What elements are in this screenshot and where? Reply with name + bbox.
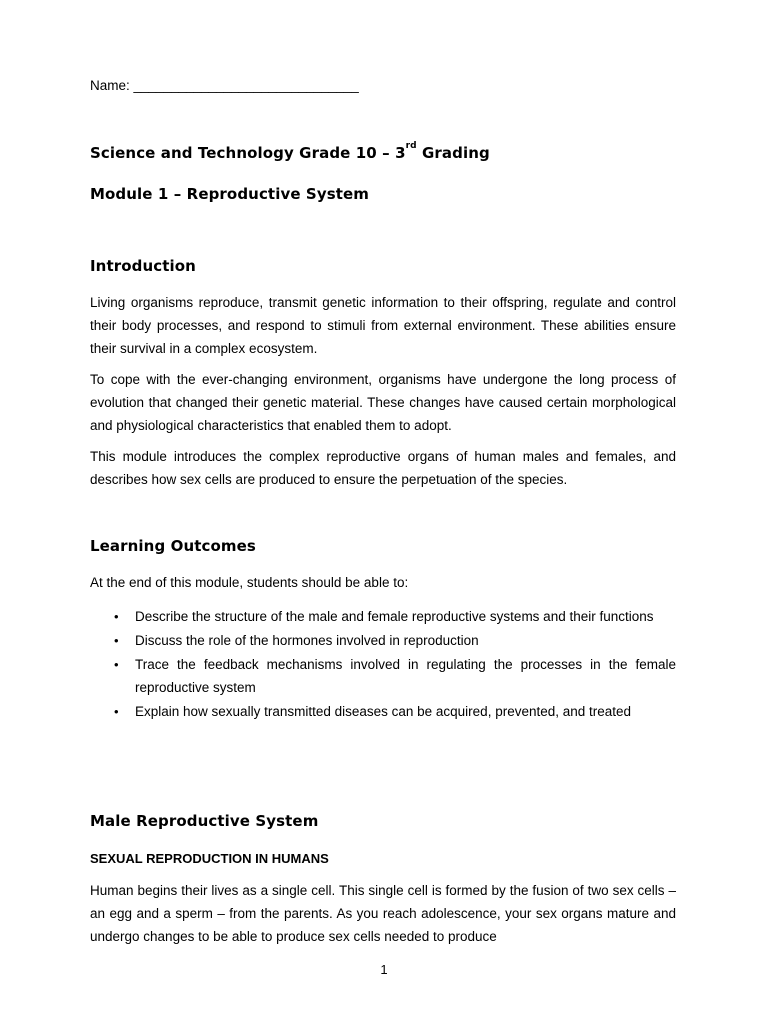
male-system-heading: Male Reproductive System	[90, 812, 319, 830]
page-number: 1	[380, 962, 388, 977]
learning-outcomes-heading: Learning Outcomes	[90, 537, 256, 555]
list-item	[90, 605, 676, 628]
bullet-icon: •	[114, 609, 119, 624]
list-item-text: Trace the feedback mechanisms involved in regulating the processes in the female reproductive system	[135, 657, 676, 695]
list-item	[90, 629, 676, 652]
bullet-icon: •	[114, 633, 119, 648]
male-system-paragraph: Human begins their lives as a single cell. This single cell is formed by the fusion of two sex cells – an egg and a sperm – from the parents. As you reach adolescence, your sex organs mature and undergo changes to be able to produce sex cells needed to produce	[90, 883, 676, 944]
title-tail: Grading	[416, 144, 490, 162]
list-item-text: Discuss the role of the hormones involved in reproduction	[135, 633, 479, 648]
title-main: Science and Technology Grade 10 – 3	[90, 144, 406, 162]
intro-paragraph-2: To cope with the ever-changing environment, organisms have undergone the long process of evolution that changed their genetic material. These changes have caused certain morphological and physiological characteristics that enabled them to adopt.	[90, 372, 676, 433]
name-blank-line: ______________________________	[133, 78, 359, 93]
bullet-icon: •	[114, 657, 119, 672]
intro-paragraph-1: Living organisms reproduce, transmit genetic information to their offspring, regulate and control their body processes, and respond to stimuli from external environment. These abilities ensure their survival in a complex ecosystem.	[90, 295, 676, 356]
title-superscript: rd	[405, 141, 417, 151]
name-label: Name:	[90, 78, 130, 93]
document-title	[90, 141, 490, 162]
module-title: Module 1 – Reproductive System	[90, 185, 370, 203]
learning-outcomes-intro: At the end of this module, students should be able to:	[90, 575, 409, 590]
list-item	[90, 700, 676, 723]
list-item-text: Explain how sexually transmitted diseases can be acquired, prevented, and treated	[135, 704, 632, 719]
list-item	[90, 653, 676, 699]
intro-paragraph-3: This module introduces the complex reproductive organs of human males and females, and describes how sex cells are produced to ensure the perpetuation of the species.	[90, 449, 676, 487]
bullet-icon: •	[114, 704, 119, 719]
introduction-heading: Introduction	[90, 257, 196, 275]
name-field	[90, 78, 359, 93]
sexual-reproduction-subheading: SEXUAL REPRODUCTION IN HUMANS	[90, 851, 329, 866]
learning-outcomes-list	[90, 605, 676, 724]
list-item-text: Describe the structure of the male and female reproductive systems and their functions	[135, 609, 654, 624]
